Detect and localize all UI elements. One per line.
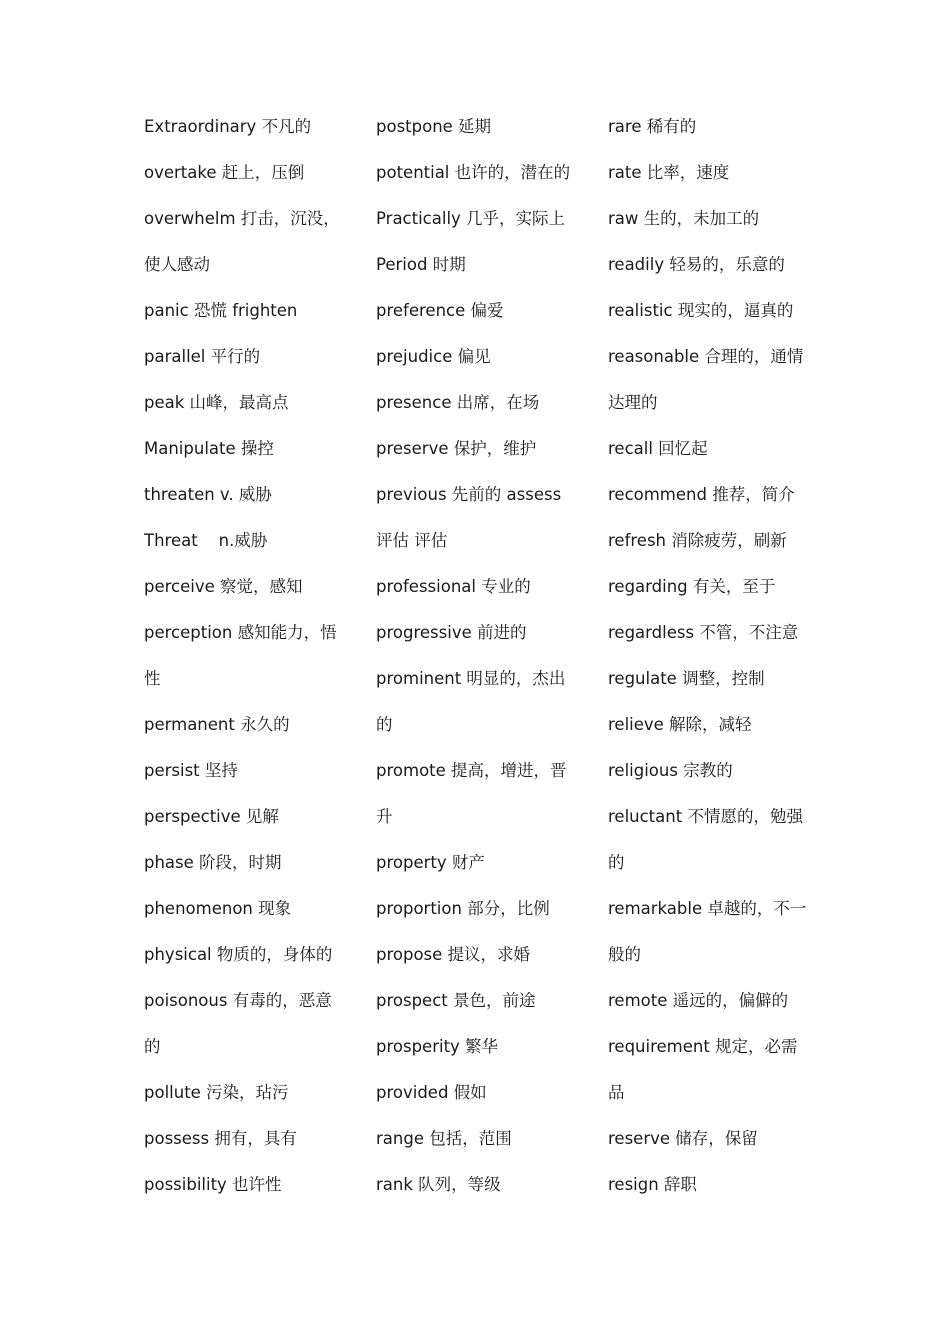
vocab-line: reluctant 不情愿的，勉强 xyxy=(608,807,803,826)
vocab-line: requirement 规定，必需 xyxy=(608,1037,798,1056)
vocab-line: Period 时期 xyxy=(376,255,466,274)
vocab-line: rank 队列，等级 xyxy=(376,1175,501,1194)
vocab-line: prospect 景色，前途 xyxy=(376,991,536,1010)
vocab-line: parallel 平行的 xyxy=(144,347,261,366)
vocab-line: presence 出席，在场 xyxy=(376,393,540,412)
vocab-line: perspective 见解 xyxy=(144,807,279,826)
vocab-column-3 xyxy=(608,104,823,1208)
vocab-line: Manipulate 操控 xyxy=(144,439,274,458)
vocab-line: progressive 前进的 xyxy=(376,623,527,642)
vocab-line: prominent 明显的，杰出 xyxy=(376,669,566,688)
vocab-line: perceive 察觉，感知 xyxy=(144,577,303,596)
vocab-line: 性 xyxy=(144,669,161,688)
vocab-line: 的 xyxy=(608,853,625,872)
vocab-line: relieve 解除，减轻 xyxy=(608,715,752,734)
vocab-line: 升 xyxy=(376,807,393,826)
vocab-line: promote 提高，增进，晋 xyxy=(376,761,567,780)
vocab-line: 的 xyxy=(144,1037,161,1056)
vocab-line: phenomenon 现象 xyxy=(144,899,292,918)
vocab-line: remote 遥远的，偏僻的 xyxy=(608,991,789,1010)
vocab-line: Practically 几乎，实际上 xyxy=(376,209,566,228)
vocab-line: phase 阶段，时期 xyxy=(144,853,282,872)
vocab-line: postpone 延期 xyxy=(376,117,492,136)
vocab-line: overtake 赶上，压倒 xyxy=(144,163,305,182)
vocab-line: 达理的 xyxy=(608,393,658,412)
vocab-line: rate 比率，速度 xyxy=(608,163,730,182)
vocab-line: religious 宗教的 xyxy=(608,761,733,780)
vocab-line: 品 xyxy=(608,1083,625,1102)
vocab-line: recall 回忆起 xyxy=(608,439,708,458)
vocab-line: permanent 永久的 xyxy=(144,715,290,734)
vocab-line: rare 稀有的 xyxy=(608,117,697,136)
vocab-line: persist 坚持 xyxy=(144,761,238,780)
vocab-line: preserve 保护，维护 xyxy=(376,439,537,458)
vocab-line: previous 先前的 assess xyxy=(376,485,562,504)
vocab-line: resign 辞职 xyxy=(608,1175,697,1194)
vocab-line: proportion 部分，比例 xyxy=(376,899,550,918)
vocab-line: reasonable 合理的，通情 xyxy=(608,347,804,366)
vocab-line: possess 拥有，具有 xyxy=(144,1129,297,1148)
vocab-line: 使人感动 xyxy=(144,255,210,274)
vocab-line: Threat n.威胁 xyxy=(144,531,268,550)
vocab-line: readily 轻易的，乐意的 xyxy=(608,255,785,274)
vocab-column-2 xyxy=(376,104,591,1208)
vocab-line: potential 也许的，潜在的 xyxy=(376,163,571,182)
vocab-line: range 包括，范围 xyxy=(376,1129,512,1148)
vocab-column-1 xyxy=(144,104,359,1208)
vocab-line: possibility 也许性 xyxy=(144,1175,282,1194)
vocab-line: panic 恐慌 frighten xyxy=(144,301,298,320)
vocab-line: regulate 调整，控制 xyxy=(608,669,765,688)
vocab-line: property 财产 xyxy=(376,853,485,872)
vocab-line: provided 假如 xyxy=(376,1083,487,1102)
vocab-line: 般的 xyxy=(608,945,641,964)
vocab-line: propose 提议，求婚 xyxy=(376,945,531,964)
vocab-line: pollute 污染，玷污 xyxy=(144,1083,289,1102)
vocab-line: overwhelm 打击，沉没， xyxy=(144,209,340,228)
vocab-line: reserve 储存，保留 xyxy=(608,1129,758,1148)
vocab-line: raw 生的，未加工的 xyxy=(608,209,760,228)
vocab-line: preference 偏爱 xyxy=(376,301,504,320)
vocab-line: prejudice 偏见 xyxy=(376,347,491,366)
vocab-line: 的 xyxy=(376,715,393,734)
vocab-line: peak 山峰，最高点 xyxy=(144,393,289,412)
vocab-line: recommend 推荐，简介 xyxy=(608,485,795,504)
vocab-line: refresh 消除疲劳，刷新 xyxy=(608,531,787,550)
vocab-line: realistic 现实的，逼真的 xyxy=(608,301,794,320)
vocab-line: prosperity 繁华 xyxy=(376,1037,499,1056)
vocab-line: poisonous 有毒的，恶意 xyxy=(144,991,332,1010)
vocab-line: professional 专业的 xyxy=(376,577,531,596)
vocab-line: 评估 评估 xyxy=(376,531,448,550)
vocab-line: physical 物质的，身体的 xyxy=(144,945,333,964)
vocab-line: perception 感知能力，悟 xyxy=(144,623,337,642)
vocab-line: threaten v. 威胁 xyxy=(144,485,272,504)
vocab-line: regardless 不管，不注意 xyxy=(608,623,799,642)
vocab-line: remarkable 卓越的，不一 xyxy=(608,899,807,918)
vocab-line: Extraordinary 不凡的 xyxy=(144,117,312,136)
vocab-line: regarding 有关，至于 xyxy=(608,577,776,596)
